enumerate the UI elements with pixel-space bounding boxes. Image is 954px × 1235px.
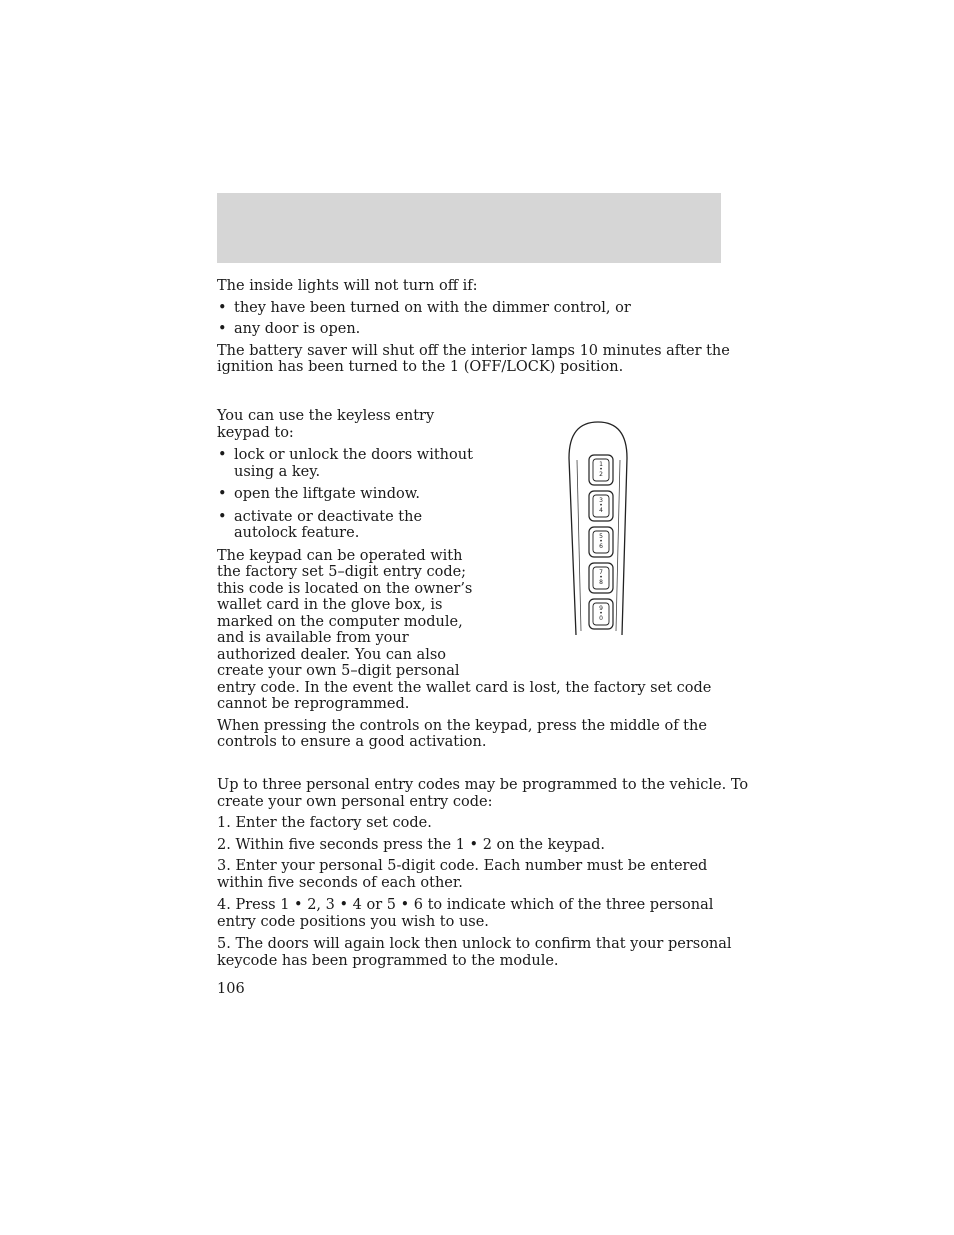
section-interior-lights xyxy=(217,278,730,376)
list-item-line: autolock feature. xyxy=(234,525,360,541)
page-number: 106 xyxy=(217,981,245,997)
interior-lights-intro: The inside lights will not turn off if: xyxy=(217,278,478,294)
step-line: 5. The doors will again lock then unlock to confirm that your personal xyxy=(217,936,732,952)
paragraph-line: cannot be reprogrammed. xyxy=(217,696,410,712)
keypad-button-label: 5 • 6 xyxy=(599,533,603,550)
paragraph-line: marked on the computer module, xyxy=(217,613,463,630)
keypad-button[interactable] xyxy=(589,455,613,485)
paragraph-line: and is available from your xyxy=(217,630,409,646)
keypad-button[interactable] xyxy=(589,563,613,593)
keypad-button-label: 9 • 0 xyxy=(599,605,603,622)
step-item xyxy=(217,897,748,930)
list-item: • any door is open. xyxy=(217,321,730,338)
keypad-button-label: 7 • 8 xyxy=(599,569,603,586)
paragraph-line: controls to ensure a good activation. xyxy=(217,734,487,750)
keyless-intro-line: keypad to: xyxy=(217,424,294,441)
personal-code-intro-line: create your own personal entry code: xyxy=(217,793,493,810)
step-line: 4. Press 1 • 2, 3 • 4 or 5 • 6 to indicate which of the three personal xyxy=(217,897,714,913)
step-line: within five seconds of each other. xyxy=(217,874,463,891)
personal-code-intro-line: Up to three personal entry codes may be programmed to the vehicle. To xyxy=(217,777,749,793)
paragraph-line: authorized dealer. You can also xyxy=(217,646,446,663)
step-item xyxy=(217,858,748,891)
list-item-line: using a key. xyxy=(234,463,321,480)
keypad-button[interactable] xyxy=(589,491,613,521)
step-line: entry code positions you wish to use. xyxy=(217,913,489,930)
keypad-button-label: 3 • 4 xyxy=(599,497,603,514)
list-item-line: • open the liftgate window. xyxy=(234,486,421,502)
keyless-intro-line: You can use the keyless entry xyxy=(217,408,435,424)
list-item-line: • activate or deactivate the xyxy=(234,508,423,525)
step-line: 1. Enter the factory set code. xyxy=(217,815,432,831)
section-personal-code xyxy=(217,777,748,969)
keypad-button-label: 1 • 2 xyxy=(599,461,603,478)
keypad-illustration xyxy=(560,418,640,640)
battery-saver-line: The battery saver will shut off the interior lamps 10 minutes after the xyxy=(217,342,730,359)
paragraph-line: wallet card in the glove box, is xyxy=(217,597,443,613)
paragraph-line: create your own 5–digit personal xyxy=(217,663,460,679)
paragraph-line: the factory set 5–digit entry code; xyxy=(217,564,467,580)
paragraph-line: The keypad can be operated with xyxy=(217,547,463,564)
step-line: 3. Enter your personal 5-digit code. Each number must be entered xyxy=(217,858,708,874)
step-line: keycode has been programmed to the module. xyxy=(217,952,559,969)
press-middle-paragraph xyxy=(217,718,711,751)
list-item: • they have been turned on with the dimmer control, or xyxy=(217,300,730,317)
paragraph-line: this code is located on the owner’s xyxy=(217,580,473,597)
step-line: 2. Within five seconds press the 1 • 2 on the keypad. xyxy=(217,836,605,853)
keypad-button[interactable] xyxy=(589,527,613,557)
battery-saver-line: ignition has been turned to the 1 (OFF/LOCK) position. xyxy=(217,359,624,375)
step-item xyxy=(217,936,748,969)
list-item-line: • lock or unlock the doors without xyxy=(234,447,473,463)
paragraph-line: When pressing the controls on the keypad, press the middle of the xyxy=(217,717,707,734)
section-header-band xyxy=(217,193,721,263)
keypad-button[interactable] xyxy=(589,599,613,629)
step-item xyxy=(217,815,748,832)
step-item xyxy=(217,837,748,854)
paragraph-line: entry code. In the event the wallet card is lost, the factory set code xyxy=(217,679,712,696)
